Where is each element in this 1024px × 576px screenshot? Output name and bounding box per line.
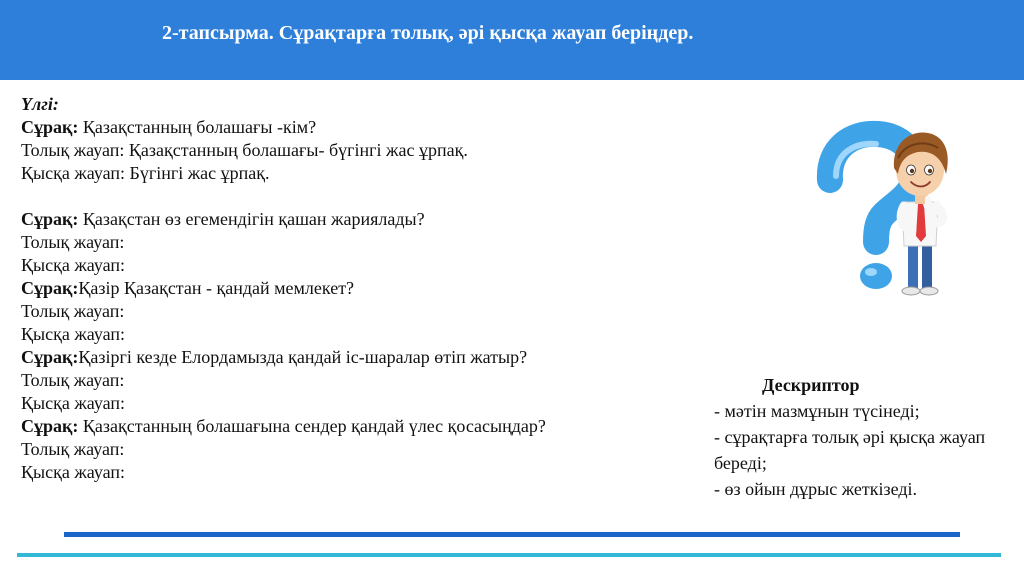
boy-figure bbox=[894, 132, 948, 295]
example-question bbox=[21, 116, 701, 139]
descriptor-item-1: - мәтін мазмұнын түсінеді; bbox=[714, 401, 920, 421]
question-label: Сұрақ: bbox=[21, 209, 79, 229]
question-1 bbox=[21, 208, 701, 231]
footer-line-dark bbox=[64, 532, 960, 537]
thinking-boy-question-mark-illustration bbox=[814, 118, 954, 298]
question-label: Сұрақ: bbox=[21, 416, 79, 436]
descriptor-title: Дескриптор bbox=[762, 375, 860, 395]
question-text: Қазір Қазақстан - қандай мемлекет? bbox=[78, 278, 355, 298]
task-content bbox=[21, 93, 701, 484]
question-text: Қазіргі кезде Елордамызда қандай іс-шаралар өтіп жатыр? bbox=[78, 347, 528, 367]
example-label: Үлгі: bbox=[21, 94, 59, 114]
question-3 bbox=[21, 346, 701, 369]
short-answer-4: Қысқа жауап: bbox=[21, 462, 125, 482]
question-2 bbox=[21, 277, 701, 300]
question-text: Қазақстанның болашағына сендер қандай үлес қосасыңдар? bbox=[78, 416, 546, 436]
spacer bbox=[21, 185, 701, 208]
descriptor-item-3: - өз ойын дұрыс жеткізеді. bbox=[714, 479, 918, 499]
descriptor-item-2: - сұрақтарға толық әрі қысқа жауап береді; bbox=[714, 427, 986, 473]
full-answer-2: Толық жауап: bbox=[21, 301, 125, 321]
question-text: Қазақстан өз егемендігін қашан жариялады? bbox=[78, 209, 425, 229]
question-label: Сұрақ: bbox=[21, 117, 79, 137]
question-text: Қазақстанның болашағы -кім? bbox=[78, 117, 317, 137]
full-answer-4: Толық жауап: bbox=[21, 439, 125, 459]
short-answer-2: Қысқа жауап: bbox=[21, 324, 125, 344]
full-answer-3: Толық жауап: bbox=[21, 370, 125, 390]
question-label: Сұрақ: bbox=[21, 278, 79, 298]
example-short-answer: Қысқа жауап: Бүгінгі жас ұрпақ. bbox=[21, 163, 270, 183]
full-answer-1: Толық жауап: bbox=[21, 232, 125, 252]
task-title: 2-тапсырма. Сұрақтарға толық, әрі қысқа жауап беріңдер. bbox=[162, 22, 694, 44]
short-answer-1: Қысқа жауап: bbox=[21, 255, 125, 275]
example-full-answer: Толық жауап: Қазақстанның болашағы- бүгінгі жас ұрпақ. bbox=[21, 140, 468, 160]
short-answer-3: Қысқа жауап: bbox=[21, 393, 125, 413]
question-label: Сұрақ: bbox=[21, 347, 79, 367]
header-banner bbox=[0, 0, 1024, 80]
descriptor-panel bbox=[714, 372, 1004, 502]
footer-line-light bbox=[17, 553, 1001, 557]
question-4 bbox=[21, 415, 701, 438]
